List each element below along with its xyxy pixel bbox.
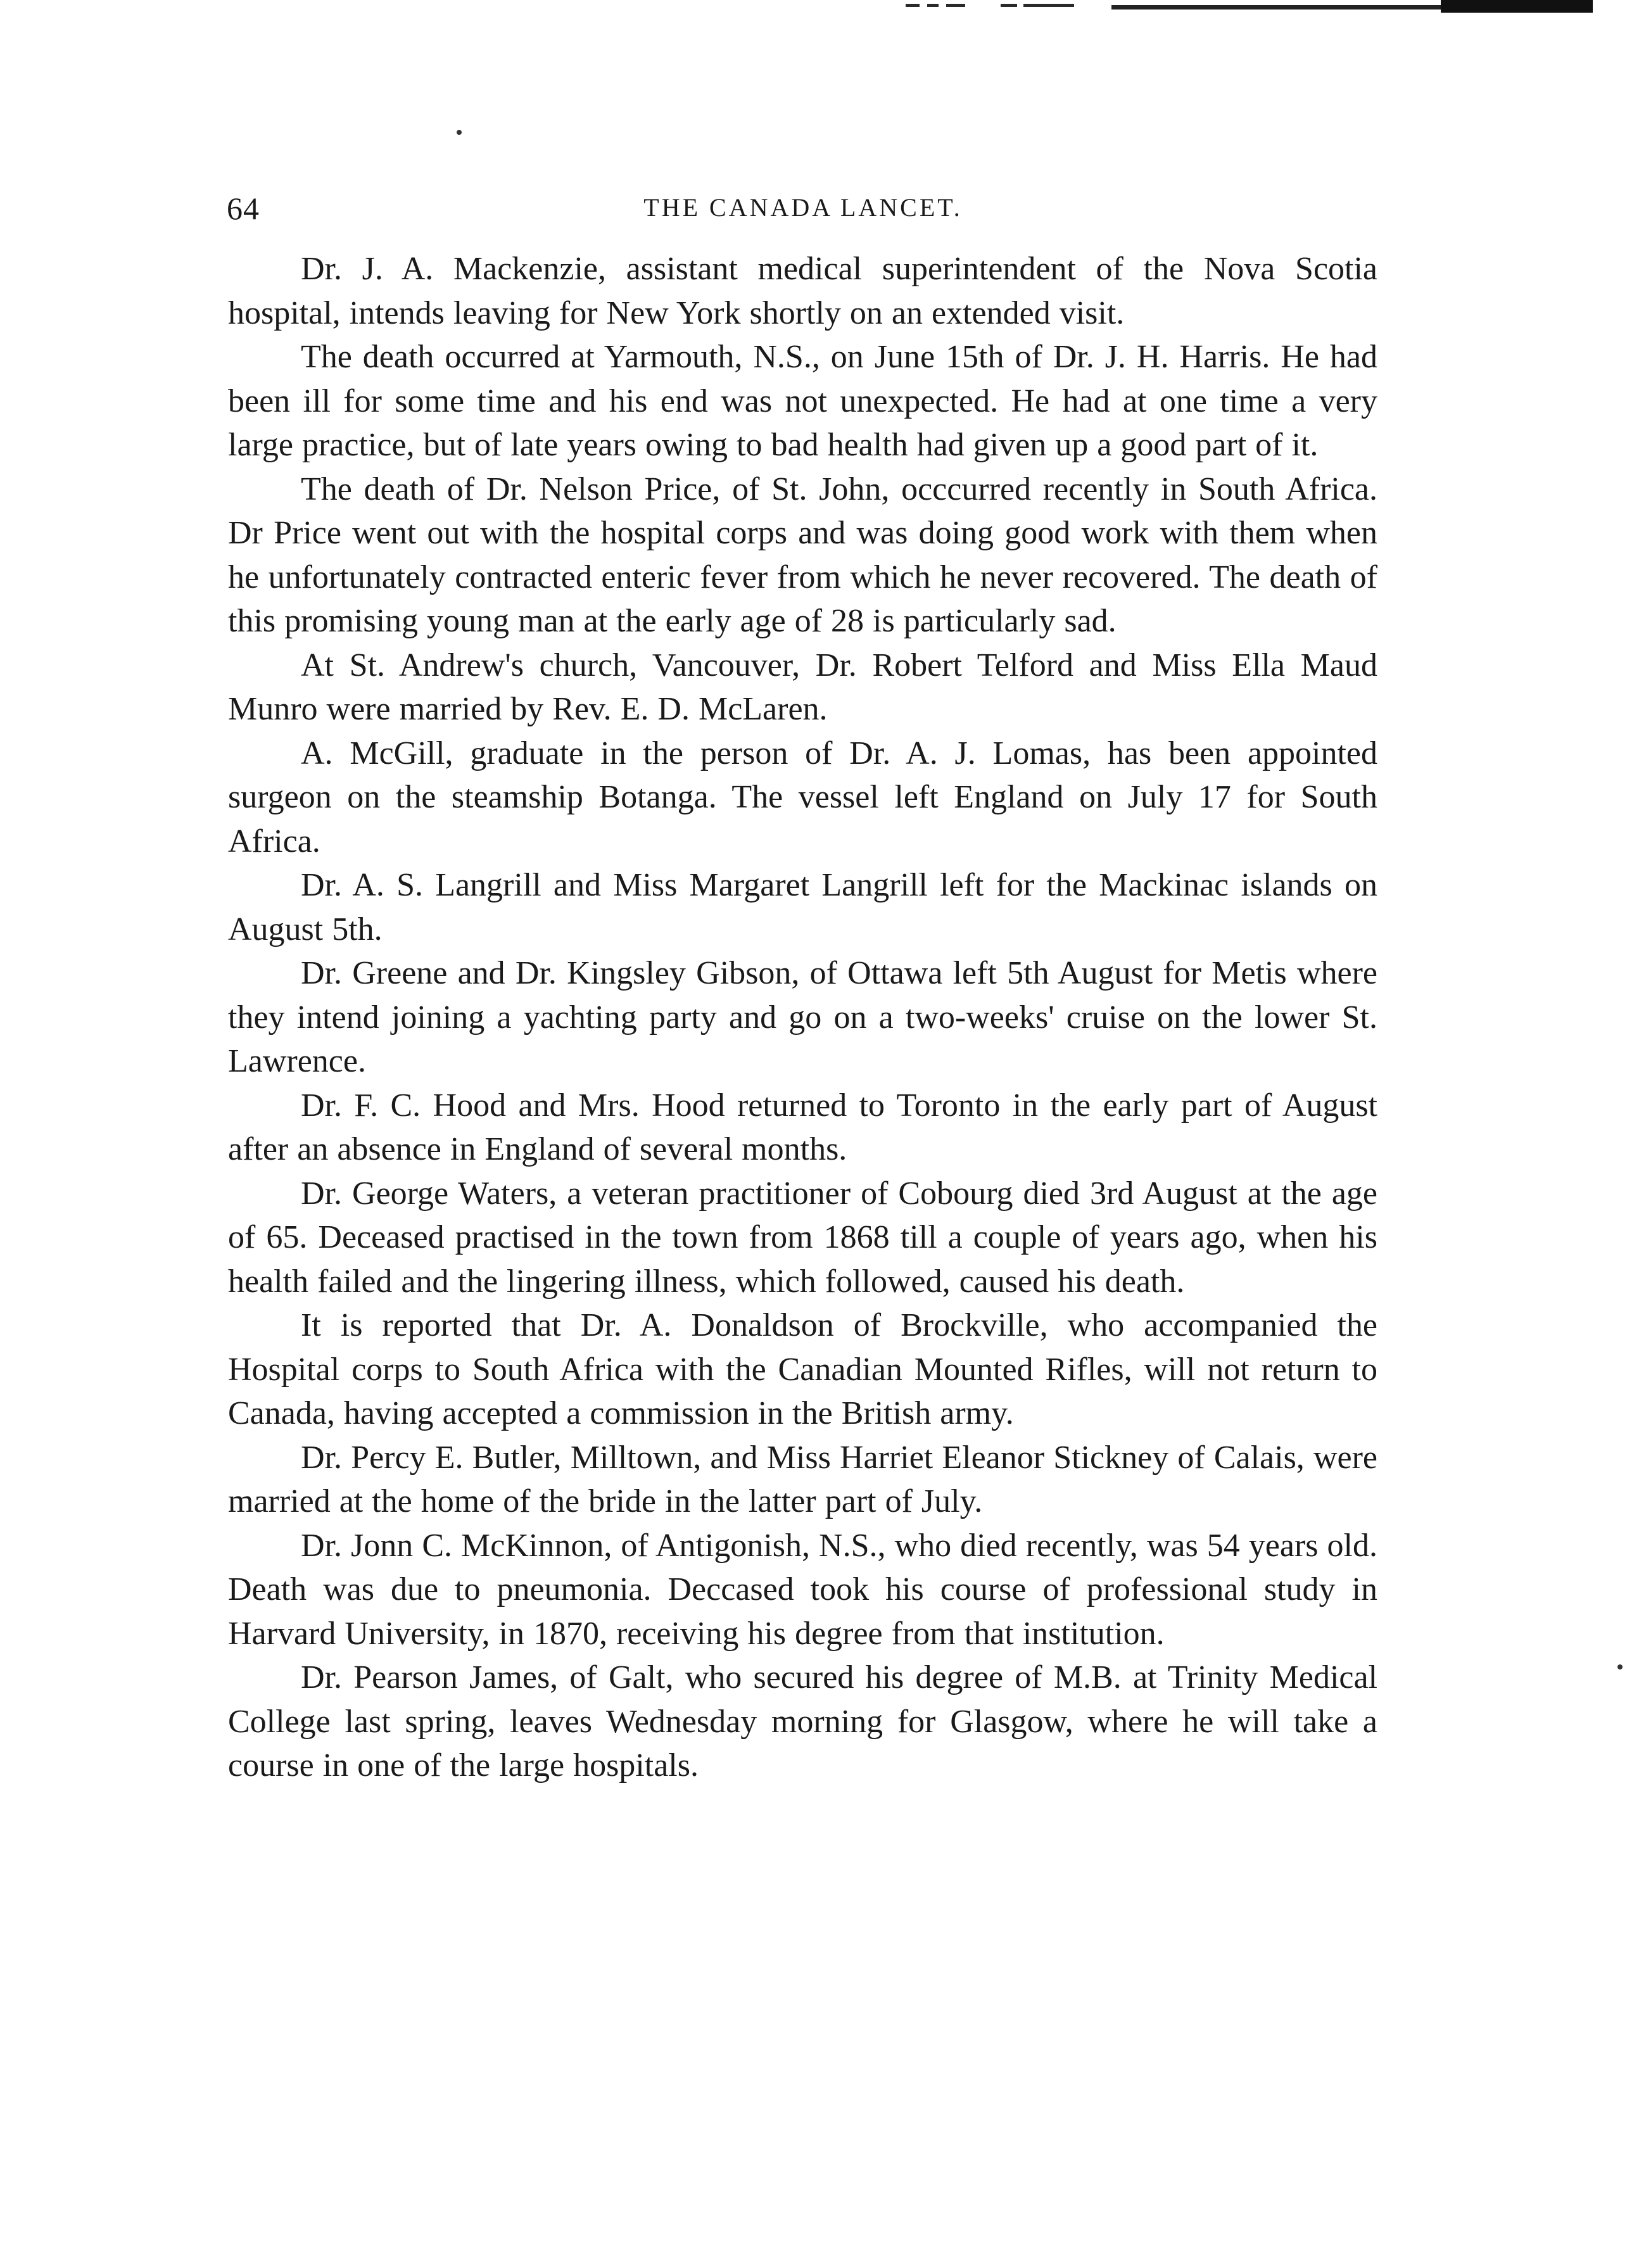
scan-speck [1617, 1664, 1623, 1669]
paragraph-mackenzie: Dr. J. A. Mackenzie, assistant medical superintendent of the Nova Scotia hospital, intends leaving for New York shortly on an extended visit. [228, 251, 1377, 331]
scan-dash [946, 4, 965, 7]
scan-band [1111, 5, 1441, 10]
running-title: THE CANADA LANCET. [643, 193, 963, 222]
paragraph-butler: Dr. Percy E. Butler, Milltown, and Miss Harriet Eleanor Stickney of Calais, were married at the home of the bride in the latter part of July. [228, 1439, 1377, 1519]
paragraph-hood: Dr. F. C. Hood and Mrs. Hood returned to Toronto in the early part of August after an absence in England of several months. [228, 1087, 1377, 1167]
scan-dash [1023, 4, 1074, 7]
scan-dash [906, 4, 920, 7]
scan-dash [927, 4, 939, 7]
paragraph-langrill: Dr. A. S. Langrill and Miss Margaret Langrill left for the Mackinac islands on August 5th. [228, 867, 1377, 947]
paragraph-mcgill: A. McGill, graduate in the person of Dr. A. J. Lomas, has been appointed surgeon on the steamship Botanga. The vessel left England on July 17 for South Africa. [228, 735, 1377, 859]
paragraph-harris: The death occurred at Yarmouth, N.S., on June 15th of Dr. J. H. Harris. He had been ill for some time and his end was not unexpected. He had at one time a very large practice, but of late years owing to bad health had given up a good part of it. [228, 339, 1377, 463]
scan-speck [457, 130, 462, 135]
page-number: 64 [227, 191, 260, 226]
scan-dash [1001, 4, 1017, 7]
paragraph-james: Dr. Pearson James, of Galt, who secured his degree of M.B. at Trinity Medical College last spring, leaves Wednesday morning for Glasgow, where he will take a course in one of the large hospitals. [228, 1659, 1377, 1783]
article-body [228, 247, 1377, 1788]
scan-band-dark [1441, 0, 1593, 13]
paragraph-telford: At St. Andrew's church, Vancouver, Dr. Robert Telford and Miss Ella Maud Munro were married by Rev. E. D. McLaren. [228, 647, 1377, 727]
paragraph-mckinnon: Dr. Jonn C. McKinnon, of Antigonish, N.S., who died recently, was 54 years old. Death was due to pneumonia. Deccased took his course of professional study in Harvard University, in 1870, receiving his degree from that institution. [228, 1527, 1377, 1652]
page-header [227, 190, 1379, 241]
paragraph-donaldson: It is reported that Dr. A. Donaldson of Brockville, who accompanied the Hospital corps to South Africa with the Canadian Mounted Rifles, will not return to Canada, having accepted a commission in the British army. [228, 1307, 1377, 1431]
paragraph-greene: Dr. Greene and Dr. Kingsley Gibson, of Ottawa left 5th August for Metis where they intend joining a yachting party and go on a two-weeks' cruise on the lower St. Lawrence. [228, 955, 1377, 1079]
paragraph-waters: Dr. George Waters, a veteran practitioner of Cobourg died 3rd August at the age of 65. Deceased practised in the town from 1868 till a couple of years ago, when his health failed and the lingering illness, which followed, caused his death. [228, 1175, 1377, 1300]
paragraph-price: The death of Dr. Nelson Price, of St. John, occcurred recently in South Africa. Dr Price went out with the hospital corps and was doing good work with them when he unfortunately contracted enteric fever from which he never recovered. The death of this promising young man at the early age of 28 is particularly sad. [228, 471, 1377, 639]
scan-edge-artifact [906, 0, 1593, 14]
